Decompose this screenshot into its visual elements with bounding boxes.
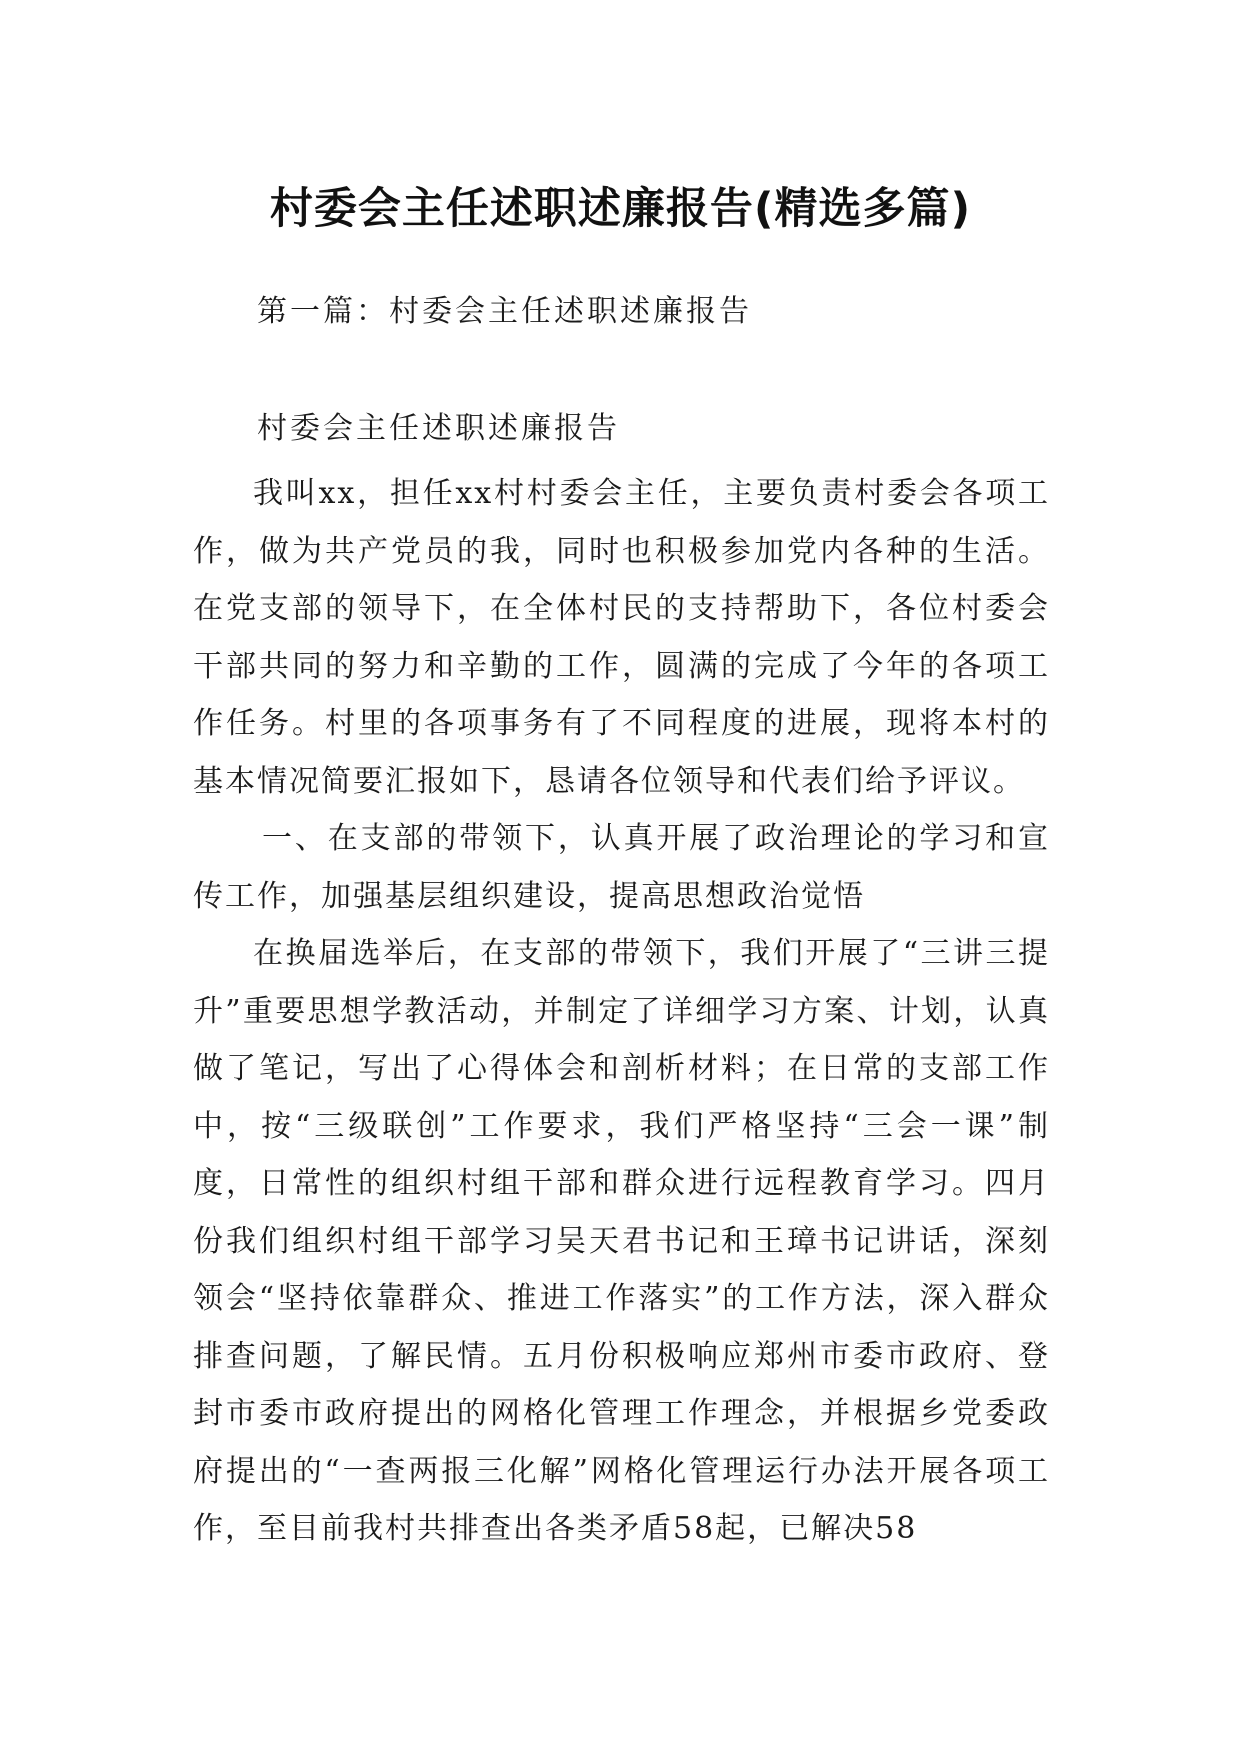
document-title: 村委会主任述职述廉报告(精选多篇) — [269, 183, 972, 234]
document-body — [193, 465, 1050, 1558]
paragraph-intro: 我叫xx，担任xx村村委会主任，主要负责村委会各项工作，做为共产党员的我，同时也积极参加党内各种的生活。在党支部的领导下，在全体村民的支持帮助下，各位村委会干部共同的努力和辛勤的工作，圆满的完成了今年的各项工作任务。村里的各项事务有了不同程度的进展，现将本村的基本情况简要汇报如下，恳请各位领导和代表们给予评议。 — [193, 476, 1050, 799]
section-heading-one: 一、在支部的带领下，认真开展了政治理论的学习和宣传工作，加强基层组织建设，提高思想政治觉悟 — [193, 821, 1050, 914]
chapter-heading: 第一篇：村委会主任述职述廉报告 — [257, 294, 752, 329]
report-subheading: 村委会主任述职述廉报告 — [257, 411, 620, 446]
paragraph-study-activities: 在换届选举后，在支部的带领下，我们开展了“三讲三提升”重要思想学教活动，并制定了详细学习方案、计划，认真做了笔记，写出了心得体会和剖析材料；在日常的支部工作中，按“三级联创”工作要求，我们严格坚持“三会一课”制度，日常性的组织村组干部和群众进行远程教育学习。四月份我们组织村组干部学习吴天君书记和王璋书记讲话，深刻领会“坚持依靠群众、推进工作落实”的工作方法，深入群众排查问题，了解民情。五月份积极响应郑州市委市政府、登封市委市政府提出的网格化管理工作理念，并根据乡党委政府提出的“一查两报三化解”网格化管理运行办法开展各项工作，至目前我村共排查出各类矛盾58起，已解决58 — [193, 936, 1050, 1546]
